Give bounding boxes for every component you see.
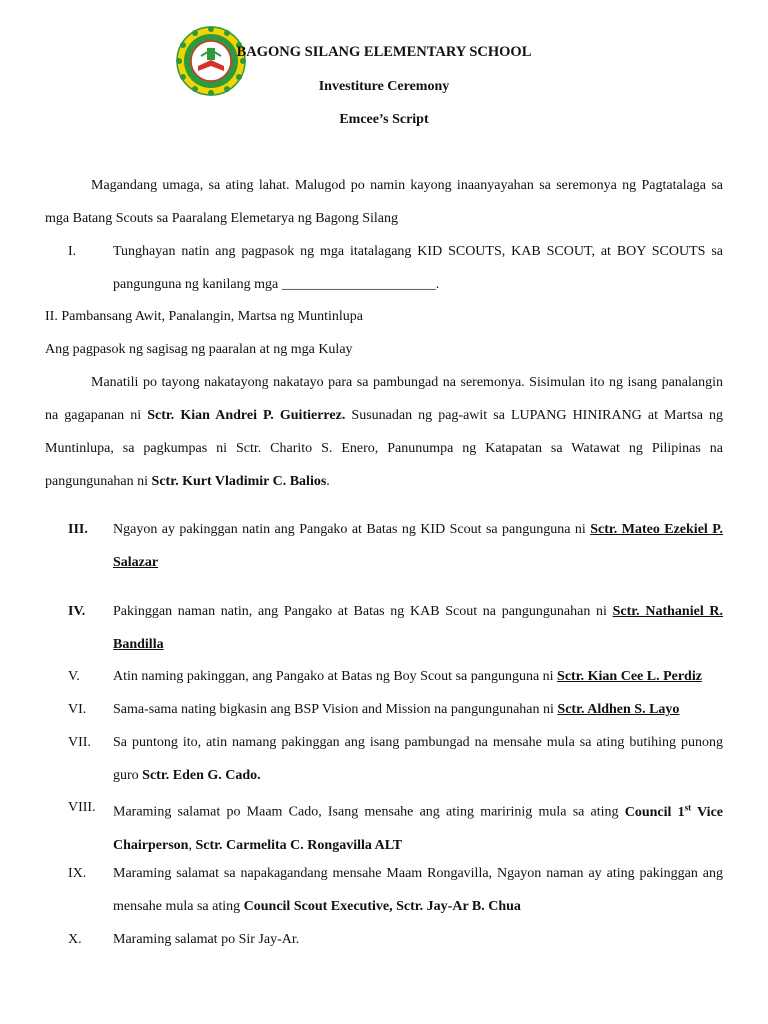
item-number: X. [68, 932, 82, 947]
vice-chair-name: Sctr. Carmelita C. Rongavilla ALT [195, 837, 403, 853]
item-number: IX. [68, 866, 87, 881]
list-item-x [45, 923, 723, 956]
opening-paragraph: Manatili po tayong nakatayong nakatayo para sa pambungad na seremonya. Sisimulan ito ng isang panalangin na gagapanan ni Sctr. Kian Andrei P. Guitierrez. Susunadan ng pag-awit sa LUPANG HINIRANG at Martsa ng Muntinlupa, sa pagkumpas ni Sctr. Charito S. Enero, Panunumpa ng Katapatan sa Watawat ng Pilipinas na pangungunahan ni Sctr. Kurt Vladimir C. Balios. [45, 375, 723, 489]
list-item-vi: VI. Sama-sama nating bigkasin ang BSP Vision and Mission na pangungunahan ni Sctr. Aldhen S. Layo [45, 693, 723, 726]
item-number: VIII. [68, 800, 96, 815]
scout-name: Sctr. Mateo Ezekiel P. Salazar [113, 522, 723, 570]
list-item-iii: III. Ngayon ay pakinggan natin ang Pangako at Batas ng KID Scout sa pangunguna ni Sctr. Mateo Ezekiel P. Salazar [45, 513, 723, 579]
item-number: VII. [68, 735, 91, 750]
item-number: VI. [68, 702, 87, 717]
school-name: BAGONG SILANG ELEMENTARY SCHOOL [236, 44, 532, 60]
scout-name: Sctr. Kian Cee L. Perdiz [557, 669, 702, 684]
executive-name: Council Scout Executive, Sctr. Jay-Ar B. Chua [243, 899, 521, 914]
document-title: Emcee’s Script [339, 112, 429, 127]
list-item-viii: VIII. Maraming salamat po Maam Cado, Isang mensahe ang ating maririnig mula sa ating Council 1st Vice Chairperson, Sctr. Carmelita C. Rongavilla ALT [45, 791, 723, 862]
list-item-iv: IV. Pakinggan naman natin, ang Pangako at Batas ng KAB Scout na pangungunahan ni Sctr. Nathaniel R. Bandilla [45, 595, 723, 661]
pledge-leader-name: Sctr. Kurt Vladimir C. Balios [151, 474, 327, 489]
item-number: I. [68, 244, 77, 259]
list-item-v: V. Atin naming pakinggan, ang Pangako at Batas ng Boy Scout sa pangunguna ni Sctr. Kian Cee L. Perdiz [45, 660, 723, 693]
event-title: Investiture Ceremony [318, 79, 450, 94]
item-number: V. [68, 669, 80, 684]
list-item-vii: VII. Sa puntong ito, atin namang pakinggan ang isang pambungad na mensahe mula sa ating butihing punong guro Sctr. Eden G. Cado. [45, 726, 723, 792]
item-number: III. [68, 522, 88, 537]
item-number: IV. [68, 604, 86, 619]
item-text: Tunghayan natin ang pagpasok ng mga itatalagang KID SCOUTS, KAB SCOUT, at BOY SCOUTS sa pangunguna ng kanilang mga ______________________. [113, 244, 723, 292]
principal-name: Sctr. Eden G. Cado. [142, 768, 261, 783]
prayer-leader-name: Sctr. Kian Andrei P. Guitierrez. [147, 408, 346, 423]
line-colors: Ang pagpasok ng sagisag ng paaralan at ng mga Kulay [45, 342, 353, 357]
scout-name: Sctr. Nathaniel R. Bandilla [113, 604, 723, 652]
list-item-ix: IX. Maraming salamat sa napakagandang mensahe Maam Rongavilla, Ngayon naman ay ating pakinggan ang mensahe mula sa ating Council Scout Executive, Sctr. Jay-Ar B. Chua [45, 857, 723, 923]
line-anthem: II. Pambansang Awit, Panalangin, Martsa ng Muntinlupa [45, 309, 363, 324]
scout-name: Sctr. Aldhen S. Layo [557, 702, 680, 717]
intro-paragraph: Magandang umaga, sa ating lahat. Malugod po namin kayong inaanyayahan sa seremonya ng Pagtatalaga sa mga Batang Scouts sa Paaralang Elemetarya ng Bagong Silang [45, 178, 723, 226]
item-text: Maraming salamat po Sir Jay-Ar. [113, 932, 300, 947]
list-item-i [45, 235, 723, 301]
